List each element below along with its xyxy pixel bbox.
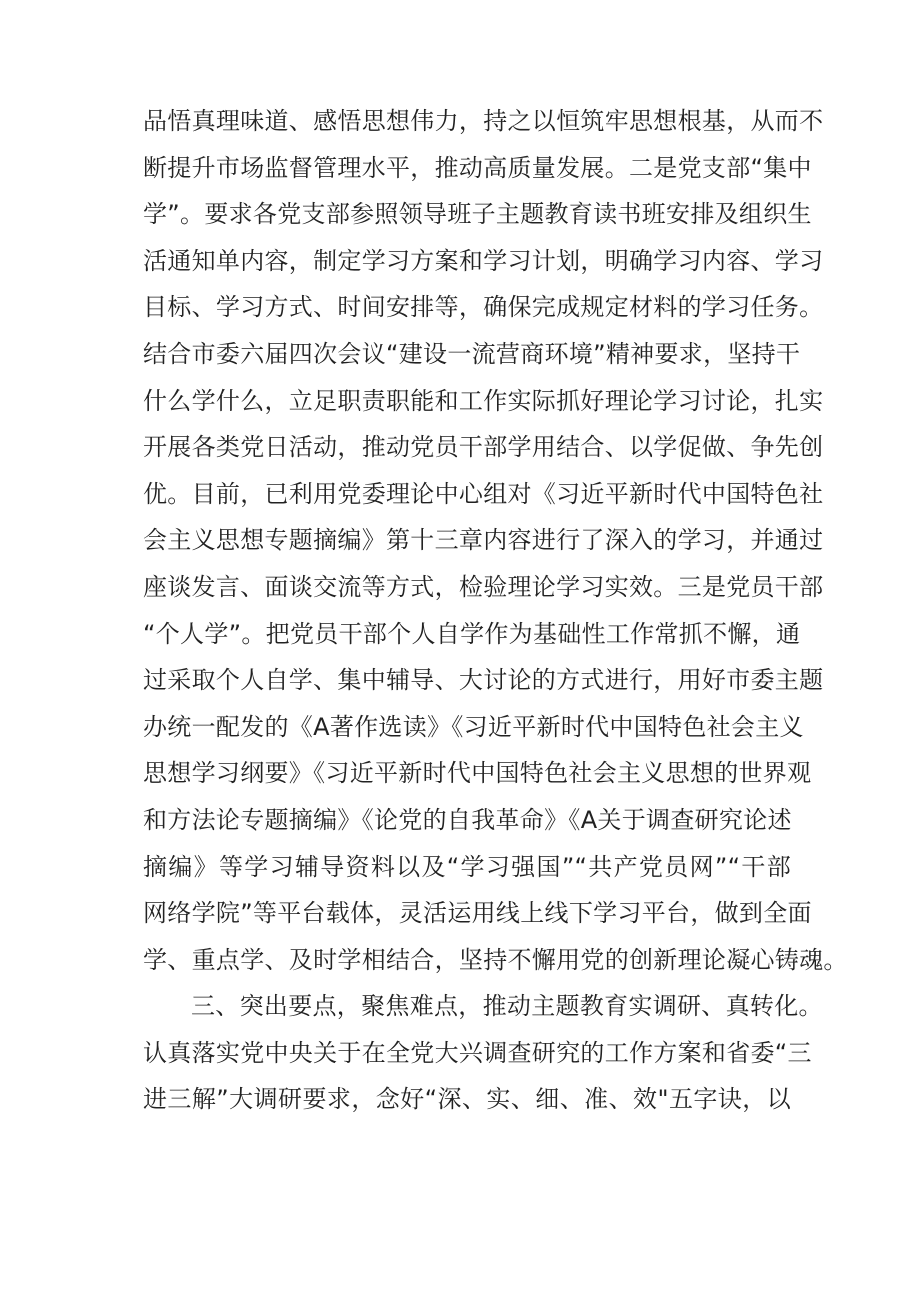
text-line: 网络学院”等平台载体，灵活运用线上线下学习平台，做到全面 (143, 899, 812, 928)
text-line: 优。目前，已利用党委理论中心组对《习近平新时代中国特色社 (143, 479, 824, 508)
text-line: 认真落实党中央关于在全党大兴调查研究的工作方案和省委“三 (143, 1038, 812, 1067)
text-line: 学”。要求各党支部参照领导班子主题教育读书班安排及组织生 (143, 200, 812, 229)
text-line: 目标、学习方式、时间安排等，确保完成规定材料的学习任务。 (143, 293, 824, 322)
section-heading: 三、突出要点，聚焦难点，推动主题教育实调研、真转化。 (191, 992, 823, 1021)
text-line: 什么学什么，立足职责职能和工作实际抓好理论学习讨论，扎实 (143, 386, 824, 415)
text-line: 断提升市场监督管理水平，推动高质量发展。二是党支部“集中 (143, 153, 812, 182)
body-text (143, 98, 848, 1123)
text-line: 过采取个人自学、集中辅导、大讨论的方式进行，用好市委主题 (143, 666, 824, 695)
text-line: 摘编》等学习辅导资料以及“学习强国”“共产党员网”“干部 (143, 852, 791, 881)
text-line: 进三解”大调研要求，念好“深、实、细、准、效"五字诀，以 (143, 1085, 791, 1114)
text-line: 会主义思想专题摘编》第十三章内容进行了深入的学习，并通过 (143, 526, 824, 555)
text-line: 办统一配发的《A著作选读》《习近平新时代中国特色社会主义 (143, 712, 804, 741)
text-line: 思想学习纲要》《习近平新时代中国特色社会主义思想的世界观 (143, 759, 812, 788)
text-line: 学、重点学、及时学相结合，坚持不懈用党的创新理论凝心铸魂。 (143, 945, 848, 974)
text-line: “个人学”。把党员干部个人自学作为基础性工作常抓不懈，通 (143, 619, 801, 648)
text-line: 和方法论专题摘编》《论党的自我革命》《A关于调查研究论述 (143, 805, 792, 834)
text-line: 座谈发言、面谈交流等方式，检验理论学习实效。三是党员干部 (143, 572, 824, 601)
text-line: 活通知单内容，制定学习方案和学习计划，明确学习内容、学习 (143, 246, 824, 275)
text-line: 开展各类党日活动，推动党员干部学用结合、以学促做、争先创 (143, 433, 824, 462)
text-line: 品悟真理味道、感悟思想伟力，持之以恒筑牢思想根基，从而不 (143, 107, 824, 135)
text-line: 结合市委六届四次会议“建设一流营商环境”精神要求，坚持干 (143, 339, 801, 368)
